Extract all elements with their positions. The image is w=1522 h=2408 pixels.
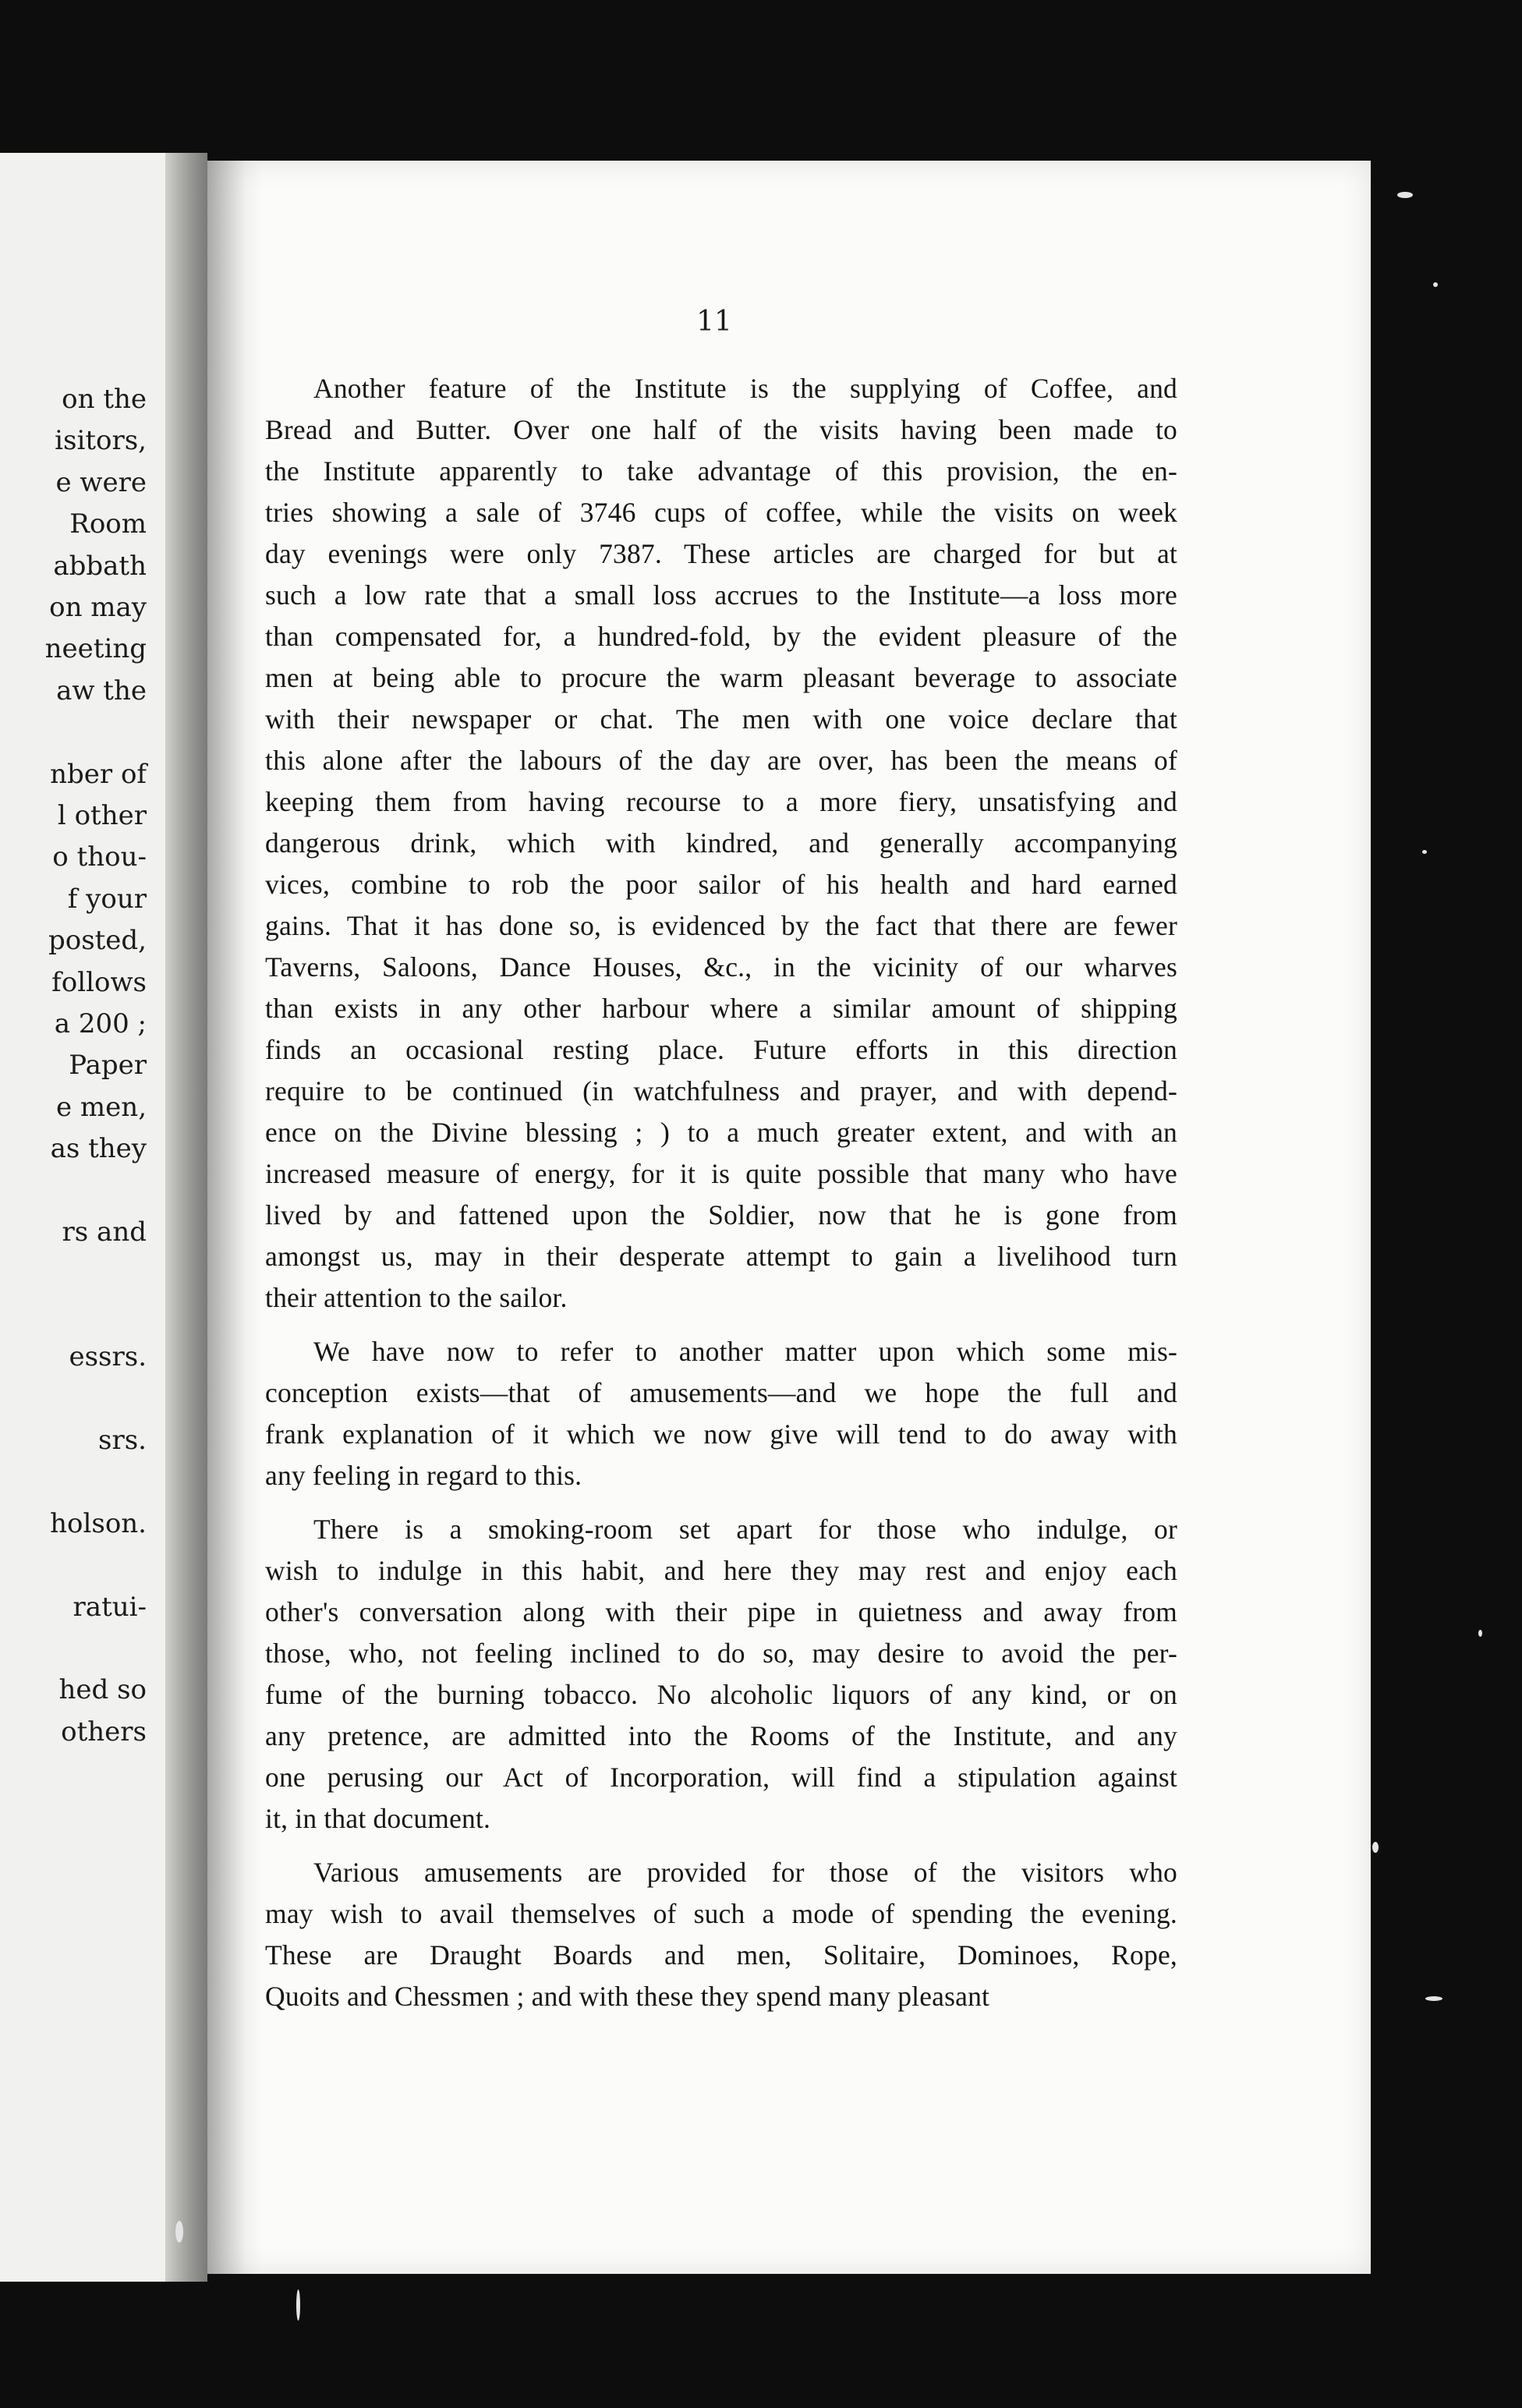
text-line: wish to indulge in this habit, and here they may rest and enjoy each (265, 1555, 1177, 1586)
text-line: vices, combine to rob the poor sailor of his health and hard earned (265, 869, 1177, 900)
facing-page-line: Room (69, 508, 147, 540)
text-line: any pretence, are admitted into the Rooms of the Institute, and any (265, 1720, 1177, 1751)
text-line: These are Draught Boards and men, Solitaire, Dominoes, Rope, (265, 1939, 1177, 1971)
facing-page-line: ratui- (73, 1591, 147, 1623)
facing-page-line: essrs. (69, 1341, 147, 1373)
text-line: those, who, not feeling inclined to do so, may desire to avoid the per- (265, 1638, 1177, 1669)
text-line: other's conversation along with their pipe in quietness and away from (265, 1596, 1177, 1627)
text-line: dangerous drink, which with kindred, and generally accompanying (265, 827, 1177, 859)
facing-page-line: f your (67, 883, 147, 915)
page-shadow (207, 161, 262, 2274)
facing-page-line: e men, (56, 1091, 147, 1123)
text-line: Various amusements are provided for those of the visitors who (313, 1857, 1177, 1888)
text-line: may wish to avail themselves of such a mode of spending the evening. (265, 1898, 1177, 1929)
text-line: We have now to refer to another matter upon which some mis- (313, 1336, 1177, 1367)
facing-page-line: neeting (44, 633, 147, 665)
facing-page-line: rs and (62, 1216, 147, 1248)
facing-page-line: aw the (56, 675, 147, 706)
text-line: increased measure of energy, for it is quite possible that many who have (265, 1158, 1177, 1189)
paragraph-gap (265, 1496, 1177, 1509)
text-line: fume of the burning tobacco. No alcoholic liquors of any kind, or on (265, 1679, 1177, 1710)
text-line: the Institute apparently to take advantage of this provision, the en- (265, 455, 1177, 487)
facing-page-line: o thou- (52, 841, 147, 873)
text-line: tries showing a sale of 3746 cups of coffee, while the visits on week (265, 497, 1177, 528)
facing-page-line: abbath (53, 550, 147, 582)
facing-page-line: l other (57, 800, 147, 831)
dust-speck (1425, 1996, 1442, 2001)
facing-page (0, 153, 170, 2282)
dust-speck (296, 2289, 300, 2321)
text-line: one perusing our Act of Incorporation, will find a stipulation against (265, 1762, 1177, 1793)
dust-speck (175, 2221, 183, 2243)
text-line: Bread and Butter. Over one half of the visits having been made to (265, 414, 1177, 445)
dust-speck (1372, 1842, 1379, 1853)
paragraph (265, 1331, 1177, 1496)
text-line: There is a smoking-room set apart for those who indulge, or (313, 1514, 1177, 1545)
text-line: their attention to the sailor. (265, 1282, 568, 1313)
text-line: finds an occasional resting place. Future efforts in this direction (265, 1034, 1177, 1065)
page-number: 11 (696, 306, 732, 338)
dust-speck (1397, 192, 1413, 198)
text-line: gains. That it has done so, is evidenced by the fact that there are fewer (265, 910, 1177, 941)
text-line: amongst us, may in their desperate attempt to gain a livelihood turn (265, 1241, 1177, 1272)
text-line: keeping them from having recourse to a more fiery, unsatisfying and (265, 786, 1177, 817)
paragraph (265, 1852, 1177, 2017)
facing-page-line: Paper (69, 1050, 147, 1082)
text-line: require to be continued (in watchfulness and prayer, and with depend- (265, 1075, 1177, 1107)
text-line: Taverns, Saloons, Dance Houses, &c., in the vicinity of our wharves (265, 951, 1177, 983)
facing-page-line: posted, (48, 925, 147, 957)
text-line: lived by and fattened upon the Soldier, now that he is gone from (265, 1199, 1177, 1231)
text-line: ence on the Divine blessing ; ) to a much greater extent, and with an (265, 1117, 1177, 1148)
text-line: Quoits and Chessmen ; and with these they spend many pleasant (265, 1981, 990, 2012)
text-line: day evenings were only 7387. These articles are charged for but at (265, 538, 1177, 569)
facing-page-line: e were (55, 466, 147, 498)
facing-page-line: nber of (50, 758, 147, 790)
facing-page-line: follows (51, 966, 147, 998)
paragraph (265, 368, 1177, 1319)
body-text (265, 368, 1177, 2017)
paragraph-gap (265, 1319, 1177, 1331)
paragraph-gap (265, 1840, 1177, 1852)
facing-page-line: others (61, 1716, 147, 1748)
facing-page-line: holson. (50, 1507, 147, 1539)
text-line: such a low rate that a small loss accrues to the Institute—a loss more (265, 579, 1177, 611)
facing-page-line: a 200 ; (54, 1008, 147, 1039)
facing-page-line: hed so (58, 1674, 147, 1706)
facing-page-line: isitors, (55, 425, 147, 457)
dust-speck (1422, 850, 1427, 854)
text-line: than compensated for, a hundred-fold, by the evident pleasure of the (265, 621, 1177, 652)
text-line: this alone after the labours of the day are over, has been the means of (265, 745, 1177, 776)
facing-page-line: as they (50, 1133, 147, 1165)
text-line: frank explanation of it which we now give will tend to do away with (265, 1418, 1177, 1450)
facing-page-line: on may (49, 592, 147, 623)
text-line: any feeling in regard to this. (265, 1460, 582, 1491)
text-line: conception exists—that of amusements—and we hope the full and (265, 1377, 1177, 1408)
text-line: men at being able to procure the warm pleasant beverage to associate (265, 662, 1177, 693)
text-line: than exists in any other harbour where a similar amount of shipping (265, 993, 1177, 1024)
paragraph (265, 1509, 1177, 1840)
binding-gutter (165, 153, 207, 2282)
dust-speck (1478, 1630, 1482, 1637)
facing-page-line: on the (62, 384, 147, 415)
text-line: with their newspaper or chat. The men with one voice declare that (265, 703, 1177, 735)
text-line: Another feature of the Institute is the supplying of Coffee, and (313, 373, 1177, 404)
dust-speck (1433, 282, 1438, 287)
text-line: it, in that document. (265, 1803, 491, 1834)
facing-page-line: srs. (98, 1425, 147, 1456)
